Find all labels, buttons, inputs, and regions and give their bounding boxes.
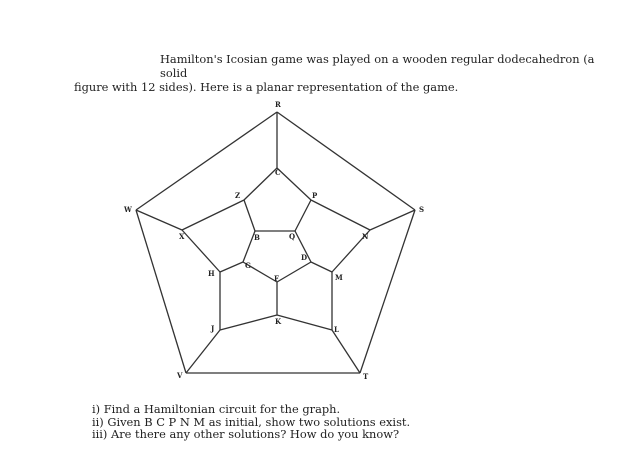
graph-edge-S-R <box>277 112 415 210</box>
question-3: iii) Are there any other solutions? How do you know? <box>92 427 400 441</box>
graph-vertex-labels <box>123 100 424 381</box>
vertex-label-L: L <box>334 325 339 334</box>
vertex-label-V: V <box>177 371 183 380</box>
graph-edge-M-D <box>311 262 332 272</box>
graph-edges <box>136 112 415 373</box>
vertex-label-H: H <box>208 269 215 278</box>
question-2: ii) Given B C P N M as initial, show two solutions exist. <box>92 414 411 429</box>
graph-edge-H-G <box>220 262 243 272</box>
vertex-label-X: X <box>179 232 185 241</box>
graph-edge-R-W <box>136 112 277 210</box>
graph-edge-Z-X <box>182 200 244 230</box>
graph-edge-N-P <box>311 200 370 230</box>
graph-edge-T-L <box>332 330 360 373</box>
vertex-label-D: D <box>301 253 308 262</box>
vertex-label-T: T <box>363 372 369 381</box>
vertex-label-J: J <box>211 324 215 333</box>
vertex-label-M: M <box>335 273 343 282</box>
vertex-label-W: W <box>124 205 132 214</box>
graph-edge-P-C <box>277 168 311 200</box>
intro-line-1: Hamilton's Icosian game was played on a wooden regular dodecahedron (a solid <box>160 52 595 80</box>
vertex-label-G: G <box>245 261 251 270</box>
vertex-label-K: K <box>275 317 282 326</box>
intro-line-2: figure with 12 sides). Here is a planar representation of the game. <box>74 80 459 94</box>
graph-edge-W-X <box>136 210 182 230</box>
vertex-label-C: C <box>275 168 281 177</box>
vertex-label-Q: Q <box>289 232 296 241</box>
graph-edge-J-K <box>220 315 277 330</box>
graph-edge-C-Z <box>244 168 277 200</box>
graph-edge-X-H <box>182 230 220 272</box>
vertex-label-F: F <box>274 274 279 283</box>
graph-edge-S-N <box>370 210 415 230</box>
question-1: i) Find a Hamiltonian circuit for the graph. <box>92 402 341 416</box>
vertex-label-S: S <box>419 205 425 214</box>
vertex-label-Z: Z <box>235 191 241 200</box>
vertex-label-B: B <box>254 233 260 242</box>
vertex-label-P: P <box>312 191 318 200</box>
graph-edge-V-J <box>186 330 220 373</box>
graph-edge-K-L <box>277 315 332 330</box>
graph-edge-P-Q <box>295 200 311 231</box>
questions-list <box>92 403 410 441</box>
vertex-label-R: R <box>275 100 281 109</box>
vertex-label-N: N <box>362 232 369 241</box>
graph-edge-D-F <box>277 262 311 282</box>
graph-edge-Z-B <box>244 200 255 231</box>
